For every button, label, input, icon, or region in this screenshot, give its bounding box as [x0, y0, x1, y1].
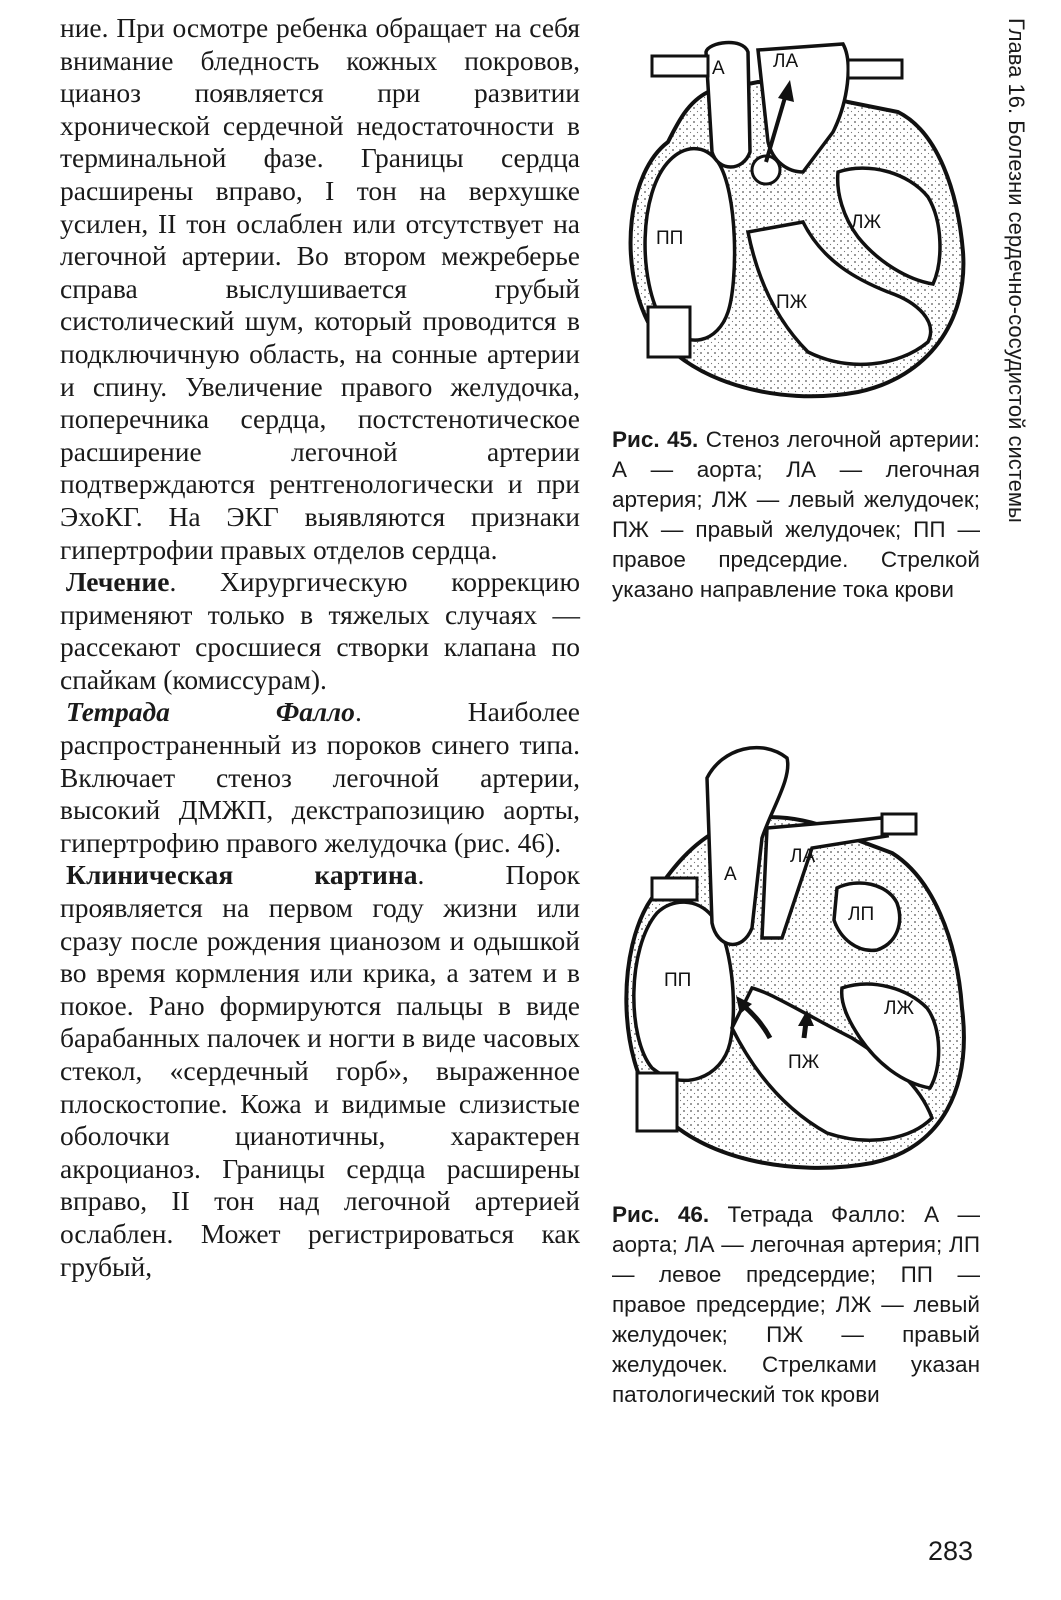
figure-46-heart-diagram — [612, 738, 978, 1178]
inferior-vena-cava — [648, 307, 690, 357]
treatment-heading: Лечение — [66, 566, 170, 598]
paragraph-tetralogy — [60, 696, 580, 859]
vessel-right-top — [848, 60, 902, 78]
figure-45-caption-prefix: Рис. 45. — [612, 427, 699, 452]
figure-45-caption — [612, 425, 980, 605]
running-head: Глава 16. Болезни сердечно-сосудистой системы — [1004, 18, 1029, 523]
figure-46-caption-text: Тетрада Фалло: А — аорта; ЛА — легочная артерия; ЛП — левое предсердие; ПП — правое предсердие; ЛЖ — левый желудочек; ПЖ — правый желудочек. Стрелками указан патологический ток крови — [612, 1202, 980, 1407]
figure-46-svg — [612, 738, 978, 1178]
label-pp: ПП — [656, 228, 684, 249]
label-lp: ЛП — [848, 904, 875, 925]
label-lzh: ЛЖ — [884, 998, 915, 1019]
figure-46-caption — [612, 1200, 980, 1410]
label-a: А — [712, 58, 725, 79]
vessel-left-top — [652, 56, 708, 76]
inferior-vena-cava — [637, 1073, 677, 1131]
label-pp: ПП — [664, 970, 692, 991]
clinical-heading: Клиническая картина — [66, 859, 418, 891]
figure-45-caption-text: Стеноз легочной артерии: А — аорта; ЛА — легочная артерия; ЛЖ — левый желудочек; ПЖ — правый желудочек; ПП — правое предсердие. Стрелкой указано направление тока крови — [612, 427, 980, 602]
figure-45-heart-diagram — [608, 22, 978, 412]
label-la: ЛА — [773, 51, 799, 72]
label-pzh: ПЖ — [788, 1052, 820, 1073]
label-lzh: ЛЖ — [851, 212, 882, 233]
figure-46-caption-prefix: Рис. 46. — [612, 1202, 710, 1227]
paragraph-examination: ние. При осмотре ребенка обращает на себя внимание бледность кожных покровов, цианоз появляется при развитии хронической сердечной недостаточности в терминальной фазе. Границы сердца расширены вправо, I тон на верхушке усилен, II тон ослаблен или отсутствует на легочной артерии. Во втором межреберье справа выслушивается грубый систолический шум, который проводится в подключичную область, на сонные артерии и спину. Увеличение правого желудочка, поперечника сердца, постстенотическое расширение легочной артерии подтверждаются рентгенологически и при ЭхоКГ. На ЭКГ выявляются признаки гипертрофии правых отделов сердца. — [60, 12, 580, 565]
treatment-text: . Хирургическую коррекцию применяют только в тяжелых случаях — рассекают сросшиеся створки клапана по спайкам (комиссурам). — [60, 566, 580, 695]
clinical-text: . Порок проявляется на первом году жизни или сразу после рождения цианозом и одышкой во время кормления или крика, а затем и в покое. Рано формируются пальцы в виде барабанных палочек и ногти в виде часовых стекол, «сердечный горб», выраженное плоскостопие. Кожа и видимые слизистые оболочки цианотичны, характерен акроцианоз. Границы сердца расширены вправо, II тон над легочной артерией ослаблен. Может регистрироваться как грубый, — [60, 859, 580, 1282]
paragraph-clinical — [60, 859, 580, 1283]
paragraph-treatment — [60, 566, 580, 696]
superior-vena-cava — [652, 878, 697, 900]
page-number: 283 — [927, 1536, 973, 1566]
body-text-column — [60, 12, 580, 1283]
vessel-right-top — [882, 814, 916, 834]
figure-45-svg — [608, 22, 978, 412]
tetralogy-text: . Наиболее распространенный из пороков синего типа. Включает стеноз легочной артерии, высокий ДМЖП, декстрапозицию аорты, гипертрофию правого желудочка (рис. 46). — [60, 696, 580, 858]
label-a: А — [724, 864, 737, 885]
label-pzh: ПЖ — [776, 292, 808, 313]
tetralogy-heading: Тетрада Фалло — [66, 696, 355, 728]
label-la: ЛА — [790, 846, 816, 867]
